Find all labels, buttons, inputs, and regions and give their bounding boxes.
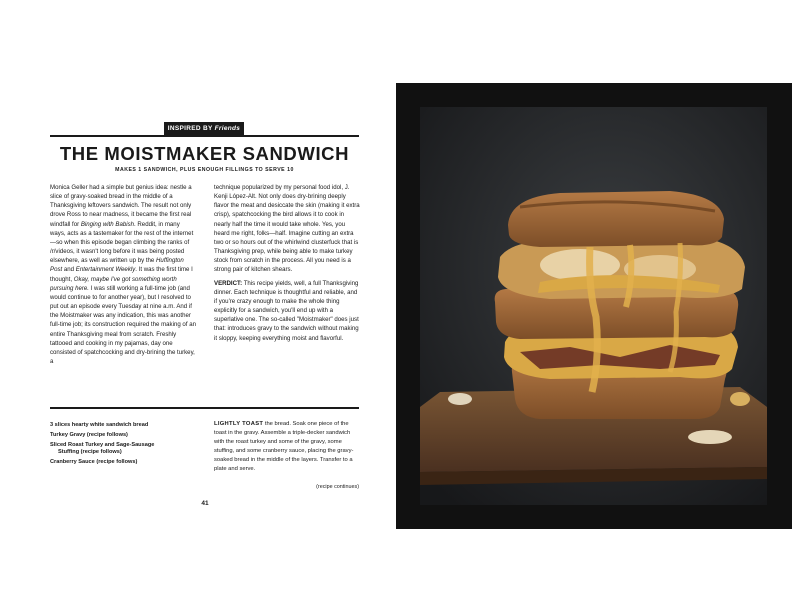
intro-paragraph-1: Monica Geller had a simple but genius idea: nestle a slice of gravy-soaked bread in the middle of a Thanksgiving leftovers sandwich. The result not only drove Ross to near madness, it became the first real windfall for Binging with Babish. Reddit, in many ways, acts as a tastemaker for the rest of the internet—so when this episode began climbing the ranks of /r/videos, it wasn't long before it was being posted elsewhere, as well as written up by the Huffington Post and Entertainment Weekly. It was the first time I thought, Okay, maybe I've got something worth pursuing here. I was still working a full-time job (and would continue to for another year), but I resolved to put out an episode every Tuesday at nine a.m. And if the Moistmaker was any indication, this was another full-time job; its construction required the making of an entire Thanksgiving meal from scratch. Freshly tattooed and cooking in my pajamas, day one consisted of spatchcocking and dry-brining the turkey, a (50, 184, 196, 365)
verdict-paragraph: VERDICT: This recipe yields, well, a full Thanksgiving dinner. Each technique is thoughtful and reliable, and if you're crazy enough to make the whole thing explicitly for a sandwich, you'll end up with a superlative one. The so-called "Moistmaker" does just that: introduces gravy to the sandwich without making it sloppy, keeping everything moist and flavorful. (214, 279, 359, 342)
recipe-yield: MAKES 1 SANDWICH, PLUS ENOUGH FILLINGS TO SERVE 10 (115, 167, 294, 173)
crumb (688, 430, 732, 444)
list-item: 3 slices hearty white sandwich bread (50, 422, 149, 428)
inspired-by-tag (164, 122, 244, 135)
right-page (396, 83, 792, 529)
sandwich-illustration (420, 107, 767, 505)
page-number: 41 (201, 500, 209, 507)
intro-paragraph-2: technique popularized by my personal food idol, J. Kenji López-Alt. Not only does dry-brining deeply flavor the meat and desiccate the skin (making it extra crisp), spatchcocking the bird allows it to cook in nearly half the time it would take whole. Yes, you heard me right, folks—half. Imagine cutting an extra two or so hours out of the whirlwind clusterfuck that is Thanksgiving prep, while being able to make turkey stock from scratch in the process. All you need is a strong pair of kitchen shears. (214, 184, 360, 274)
tag-show: Friends (214, 125, 241, 132)
sandwich-photo (420, 107, 767, 505)
intro-column-2 (214, 183, 360, 347)
top-bread (508, 191, 724, 247)
crumb (448, 393, 472, 405)
recipe-title: THE MOISTMAKER SANDWICH (59, 143, 350, 164)
list-item: Sliced Roast Turkey and Sage-Sausage Stuffing (recipe follows) (50, 441, 155, 456)
tag-prefix: INSPIRED BY (167, 125, 213, 132)
ingredients-list (50, 422, 200, 469)
verdict-label: VERDICT: (214, 279, 243, 287)
list-item: Turkey Gravy (recipe follows) (50, 431, 128, 438)
crumb (730, 392, 750, 406)
method-step: LIGHTLY TOAST the bread. Soak one piece of the toast in the gravy. Assemble a triple-decker sandwich with the roast turkey and some of the gravy, some stuffing, and some cranberry sauce, placing the gravy-soaked bread in the middle of the layers. Transfer to a plate and serve. (214, 421, 354, 473)
ingredients-rule (50, 407, 359, 409)
intro-column-1 (50, 183, 196, 370)
recipe-continues: (recipe continues) (316, 484, 359, 490)
top-rule (50, 135, 359, 137)
list-item: Cranberry Sauce (recipe follows) (50, 459, 138, 466)
method-lead: LIGHTLY TOAST (214, 421, 264, 427)
